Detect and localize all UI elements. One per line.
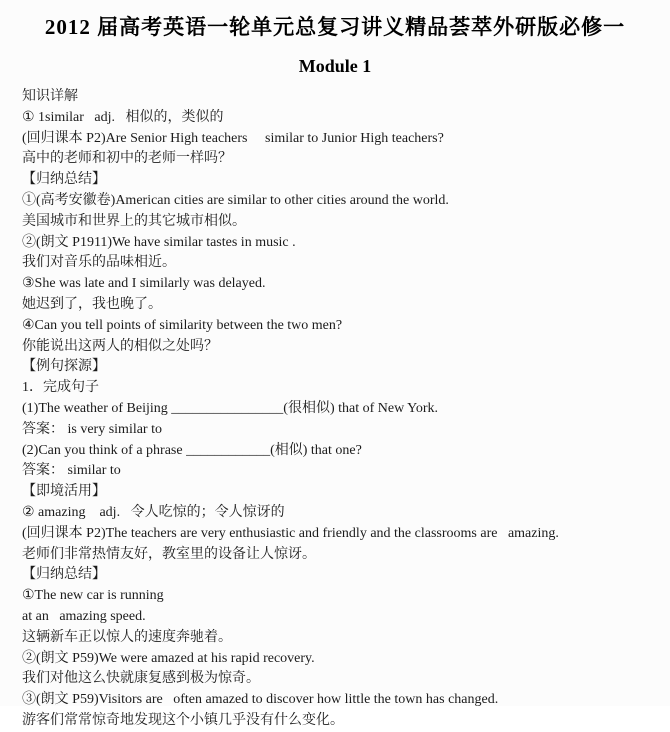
text-line: 我们对他这么快就康复感到极为惊奇。 — [22, 671, 260, 687]
module-heading: Module 1 — [298, 56, 372, 76]
document-body — [0, 87, 670, 732]
text-line: ②(朗文 P59)We were amazed at his rapid recovery. — [22, 650, 315, 666]
text-line: 游客们常常惊奇地发现这个小镇几乎没有什么变化。 — [22, 712, 344, 728]
text-line: 美国城市和世界上的其它城市相似。 — [22, 213, 246, 229]
text-line: 老师们非常热情友好，教室里的设备让人惊讶。 — [22, 546, 316, 562]
text-line: ④Can you tell points of similarity between the two men? — [22, 317, 343, 333]
text-line: 你能说出这两人的相似之处吗？ — [22, 338, 218, 354]
text-line: (1)The weather of Beijing ________________(很相似) that of New York. — [22, 400, 439, 416]
text-line: 答案： is very similar to — [22, 421, 162, 437]
text-line: ①(高考安徽卷)American cities are similar to other cities around the world. — [22, 192, 449, 208]
text-line: ③She was late and I similarly was delayed. — [22, 276, 266, 292]
text-line: 她迟到了，我也晚了。 — [22, 296, 162, 312]
text-line: 【即境活用】 — [22, 484, 106, 500]
text-line: at an amazing speed. — [22, 608, 146, 624]
text-line: 知识详解 — [22, 89, 78, 104]
text-line: ② amazing adj. 令人吃惊的；令人惊讶的 — [22, 504, 285, 520]
text-line: 这辆新车正以惊人的速度奔驰着。 — [22, 629, 232, 645]
text-line: 【例句探源】 — [22, 359, 106, 375]
text-line: (2)Can you think of a phrase ____________(相似) that one? — [22, 442, 362, 458]
text-line: ①The new car is running — [22, 588, 164, 604]
text-line: 【归纳总结】 — [22, 172, 106, 188]
text-line: (回归课本 P2)The teachers are very enthusiastic and friendly and the classrooms are amazing. — [22, 525, 559, 541]
text-line: 答案： similar to — [22, 463, 121, 479]
text-line: ① 1similar adj. 相似的，类似的 — [22, 109, 224, 125]
text-line: 【归纳总结】 — [22, 567, 106, 583]
text-line: ②(朗文 P1911)We have similar tastes in music . — [22, 234, 296, 250]
text-line: 我们对音乐的品味相近。 — [22, 255, 176, 271]
text-line: 高中的老师和初中的老师一样吗？ — [22, 151, 232, 167]
text-line: (回归课本 P2)Are Senior High teachers similar to Junior High teachers? — [22, 130, 444, 146]
document-title: 2012 届高考英语一轮单元总复习讲义精品荟萃外研版必修一 — [44, 15, 626, 39]
text-line: 1．完成句子 — [22, 380, 99, 396]
text-line: ③(朗文 P59)Visitors are often amazed to discover how little the town has changed. — [22, 692, 499, 708]
